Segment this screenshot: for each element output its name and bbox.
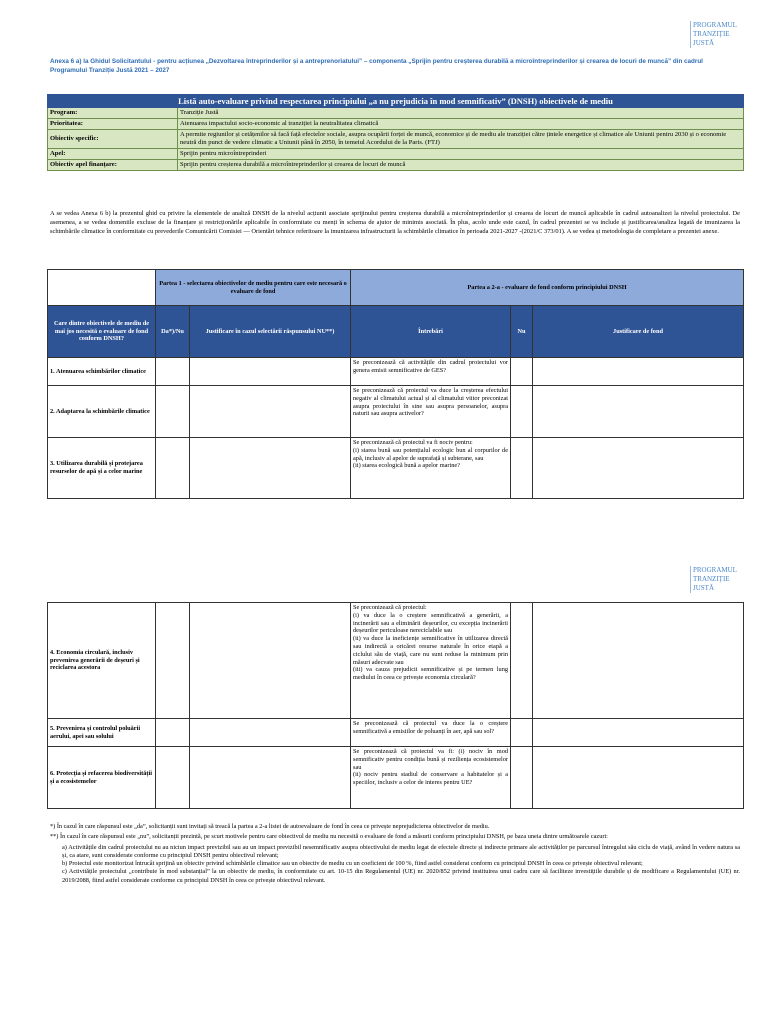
info-value: Sprijin pentru microîntreprinderi xyxy=(178,149,744,160)
table-row xyxy=(48,747,744,809)
intro-paragraph: A se vedea Anexa 6 b) la prezentul ghid cu privire la elementele de analiză DNSH de la nivelul acțiunii asociate sprijinului pentru creșterea durabilă a microîntreprinderilor și crearea de locuri de muncă aplicabile în cadrul autoanalizei la nivelul proiectului. De asemenea, a se vedea domeniile excluse de la finanțare și restricționările aplicabile în conformitate cu menți în schema de ajutor de minimis asociată. În plus, acolo unde este cazul, în cadrul prezentei se va include și justificarea/analiza legată de imunizarea la schimbările climatice în conformitate cu prevederile Comunicării Comisiei — Orientări tehnice referitoare la imunizarea infrastructurii la schimbările climatice în perioada 2021-2027 -(2021/C 373/01). A se vedea și metodologia de completare a prezentei anexe. xyxy=(50,210,740,235)
program-logo xyxy=(690,566,765,593)
question-cell: Se preconizează că proiectul va fi: (i) nociv în mod semnificativ pentru condiția bună și reziliența ecosistemelor sau (ii) nociv pentru stadiul de conservare a habitatelor și a speciilor, inclusiv a celor de interes pentru UE? xyxy=(351,747,511,809)
substantive-justification-cell[interactable] xyxy=(533,386,744,438)
nu-answer-cell[interactable] xyxy=(511,719,533,747)
info-label: Apel: xyxy=(48,149,178,160)
table-row xyxy=(48,719,744,747)
footnote-yes: *) În cazul în care răspunsul este „da”, solicitanții sunt invitați să treacă la partea a 2-a listei de autoevaluare de fond în ceea ce privește neprejudicierea obiectivelor de mediu. xyxy=(50,823,490,830)
substantive-justification-cell[interactable] xyxy=(533,747,744,809)
danu-answer-cell[interactable] xyxy=(156,747,190,809)
nu-answer-cell[interactable] xyxy=(511,438,533,499)
table-row xyxy=(48,386,744,438)
logo-line-1: PROGRAMUL xyxy=(693,566,737,574)
nu-answer-cell[interactable] xyxy=(511,358,533,386)
questions-column-header: Întrebări xyxy=(351,306,511,358)
justification-column-header: Justificare în cazul selectării răspunsului NU**) xyxy=(190,306,351,358)
table-row xyxy=(48,438,744,499)
substantive-justification-cell[interactable] xyxy=(533,358,744,386)
info-row xyxy=(48,108,744,119)
form-title: Listă auto-evaluare privind respectarea principiului „a nu prejudicia în mod semnificativ” (DNSH) obiectivele de mediu xyxy=(48,95,744,108)
info-row xyxy=(48,160,744,171)
objective-cell: 6. Protecția și refacerea biodiversității și a ecosistemelor xyxy=(48,747,156,809)
substantive-justification-header: Justificare de fond xyxy=(533,306,744,358)
substantive-justification-cell[interactable] xyxy=(533,719,744,747)
nu-column-header: Nu xyxy=(511,306,533,358)
info-label: Program: xyxy=(48,108,178,119)
table-row xyxy=(48,603,744,719)
objective-cell: 5. Prevenirea și controlul poluării aerului, apei sau solului xyxy=(48,719,156,747)
dnsh-table-page-1 xyxy=(47,269,744,499)
table-row xyxy=(48,358,744,386)
objective-cell: 3. Utilizarea durabilă și protejarea resurselor de apă și a celor marine xyxy=(48,438,156,499)
nu-answer-cell[interactable] xyxy=(511,603,533,719)
justification-answer-cell[interactable] xyxy=(190,386,351,438)
danu-answer-cell[interactable] xyxy=(156,719,190,747)
part-1-header: Partea 1 - selectarea obiectivelor de mediu pentru care este necesară o evaluare de fond xyxy=(156,270,351,306)
logo-line-2: TRANZIȚIE xyxy=(693,575,730,583)
footnote-no: **) În cazul în care răspunsul este „nu”, solicitanții prezintă, pe scurt motivele pentru care obiectivul de mediu nu necesită o evaluare de fond a măsurii conform principiului DNSH, pe baza uneia dintre următoarele cazuri: xyxy=(50,833,608,841)
logo-line-3: JUSTĂ xyxy=(693,39,715,47)
logo-line-3: JUSTĂ xyxy=(693,584,715,592)
justification-answer-cell[interactable] xyxy=(190,719,351,747)
substantive-justification-cell[interactable] xyxy=(533,603,744,719)
info-value: Atenuarea impactului socio-economic al tranziției la neutralitatea climatică xyxy=(178,119,744,130)
info-row xyxy=(48,119,744,130)
logo-line-1: PROGRAMUL xyxy=(693,21,737,29)
danu-answer-cell[interactable] xyxy=(156,386,190,438)
program-info-table xyxy=(47,94,744,171)
info-label: Obiectiv specific: xyxy=(48,130,178,149)
danu-answer-cell[interactable] xyxy=(156,603,190,719)
footnotes xyxy=(50,823,740,885)
objective-cell: 4. Economia circulară, inclusiv prevenirea generării de deșeuri și reciclarea acestora xyxy=(48,603,156,719)
blank-header-cell xyxy=(48,270,156,306)
question-cell: Se preconizează că activitățile din cadrul proiectului vor genera emisii semnificative de GES? xyxy=(351,358,511,386)
nu-answer-cell[interactable] xyxy=(511,386,533,438)
substantive-justification-cell[interactable] xyxy=(533,438,744,499)
nu-answer-cell[interactable] xyxy=(511,747,533,809)
footnote-case-a: a) Activitățile din cadrul proiectului nu au niciun impact previzibil sau au un impact previzibil nesemnificativ asupra obiectivului de mediu legat de efectele directe și indirecte primare ale activităților pe parcursul întregului său ciclu de viață, având în vedere natura sa și, ca atare, sunt considerate conforme cu principiul DNSH pentru obiectivul relevant; xyxy=(62,843,740,859)
danu-answer-cell[interactable] xyxy=(156,438,190,499)
justification-answer-cell[interactable] xyxy=(190,438,351,499)
info-label: Obiectiv apel finanțare: xyxy=(48,160,178,171)
part-2-header: Partea a 2-a - evaluare de fond conform principiului DNSH xyxy=(351,270,744,306)
info-label: Prioritatea: xyxy=(48,119,178,130)
logo-line-2: TRANZIȚIE xyxy=(693,30,730,38)
annex-title: Anexa 6 a) la Ghidul Solicitantului - pentru acțiunea „Dezvoltarea întreprinderilor și a antreprenoriatului” – componenta „Sprijin pentru creșterea durabilă a microîntreprinderilor și crearea de locuri de muncă” din cadrul Programului Tranziție Justă 2021 – 2027 xyxy=(50,58,703,74)
dnsh-table-page-2 xyxy=(47,602,744,809)
danu-answer-cell[interactable] xyxy=(156,358,190,386)
footnote-case-c: c) Activitățile proiectului „contribuie în mod substanțial” la un obiectiv de mediu, în conformitate cu art. 10-15 din Regulamentul (UE) nr. 2020/852 privind instituirea unui cadru care să faciliteze investițiile durabile și de modificare a Regulamentului (UE) nr. 2019/2088, fiind astfel considerate conforme cu principiul DNSH în ceea ce privește obiectivul relevant. xyxy=(62,868,740,884)
info-value: Tranziție Justă xyxy=(178,108,744,119)
program-logo xyxy=(690,21,765,48)
objective-cell: 2. Adaptarea la schimbările climatice xyxy=(48,386,156,438)
question-cell: Se preconizează că proiectul va duce la creșterea efectului negativ al climatului actual și al climatului viitor preconizat asupra proiectului în sine sau asupra persoanelor, asupra naturii sau asupra activelor? xyxy=(351,386,511,438)
justification-answer-cell[interactable] xyxy=(190,747,351,809)
question-cell: Se preconizează că proiectul va fi nociv pentru: (i) starea bună sau potențialul ecologic bun al corpurilor de apă, inclusiv al apelor de suprafață și subterane, sau (ii) starea ecologică bună a apelor marine? xyxy=(351,438,511,499)
info-value: Sprijin pentru creșterea durabilă a microîntreprinderilor și crearea de locuri de muncă xyxy=(178,160,744,171)
justification-answer-cell[interactable] xyxy=(190,603,351,719)
info-value: A permite regiunilor și cetățenilor să facă față efectelor sociale, asupra ocupării forței de muncă, economice și de mediu ale tranziției către țintele energetice și climatice ale Uniunii pentru 2030 și o economie neutră din punct de vedere climatic a Uniunii până în 2050, în temeiul Acordului de la Paris. (FTJ) xyxy=(178,130,744,149)
danu-column-header: Da*)/Nu xyxy=(156,306,190,358)
objective-cell: 1. Atenuarea schimbărilor climatice xyxy=(48,358,156,386)
footnote-case-b: b) Proiectul este monitorizat întrucât sprijină un obiectiv privind schimbările climatice sau un obiectiv de mediu cu un coeficient de 100 %, fiind astfel considerat conform cu principiul DNSH în ceea ce privește obiectivul relevant; xyxy=(62,860,643,868)
question-cell: Se preconizează că proiectul: (i) va duce la o creștere semnificativă a generării, a incinerării sau a eliminării deșeurilor, cu excepția incinerării deșeurilor periculoase nereciclabile sau (ii) va duce la ineficiențe semnificative în utilizarea directă sau indirectă a oricărei resurse naturale în orice etapă a ciclului său de viață, care nu sunt reduse la minimum prin măsuri adecvate sau (iii) va cauza prejudicii semnificative și pe termen lung mediului în ceea ce privește economia circulară? xyxy=(351,603,511,719)
info-row xyxy=(48,130,744,149)
info-row xyxy=(48,149,744,160)
objective-column-header: Care dintre obiectivele de mediu de mai jos necesită o evaluare de fond conform DNSH? xyxy=(48,306,156,358)
question-cell: Se preconizează că proiectul va duce la o creștere semnificativă a emisiilor de poluanți în aer, apă sau sol? xyxy=(351,719,511,747)
justification-answer-cell[interactable] xyxy=(190,358,351,386)
